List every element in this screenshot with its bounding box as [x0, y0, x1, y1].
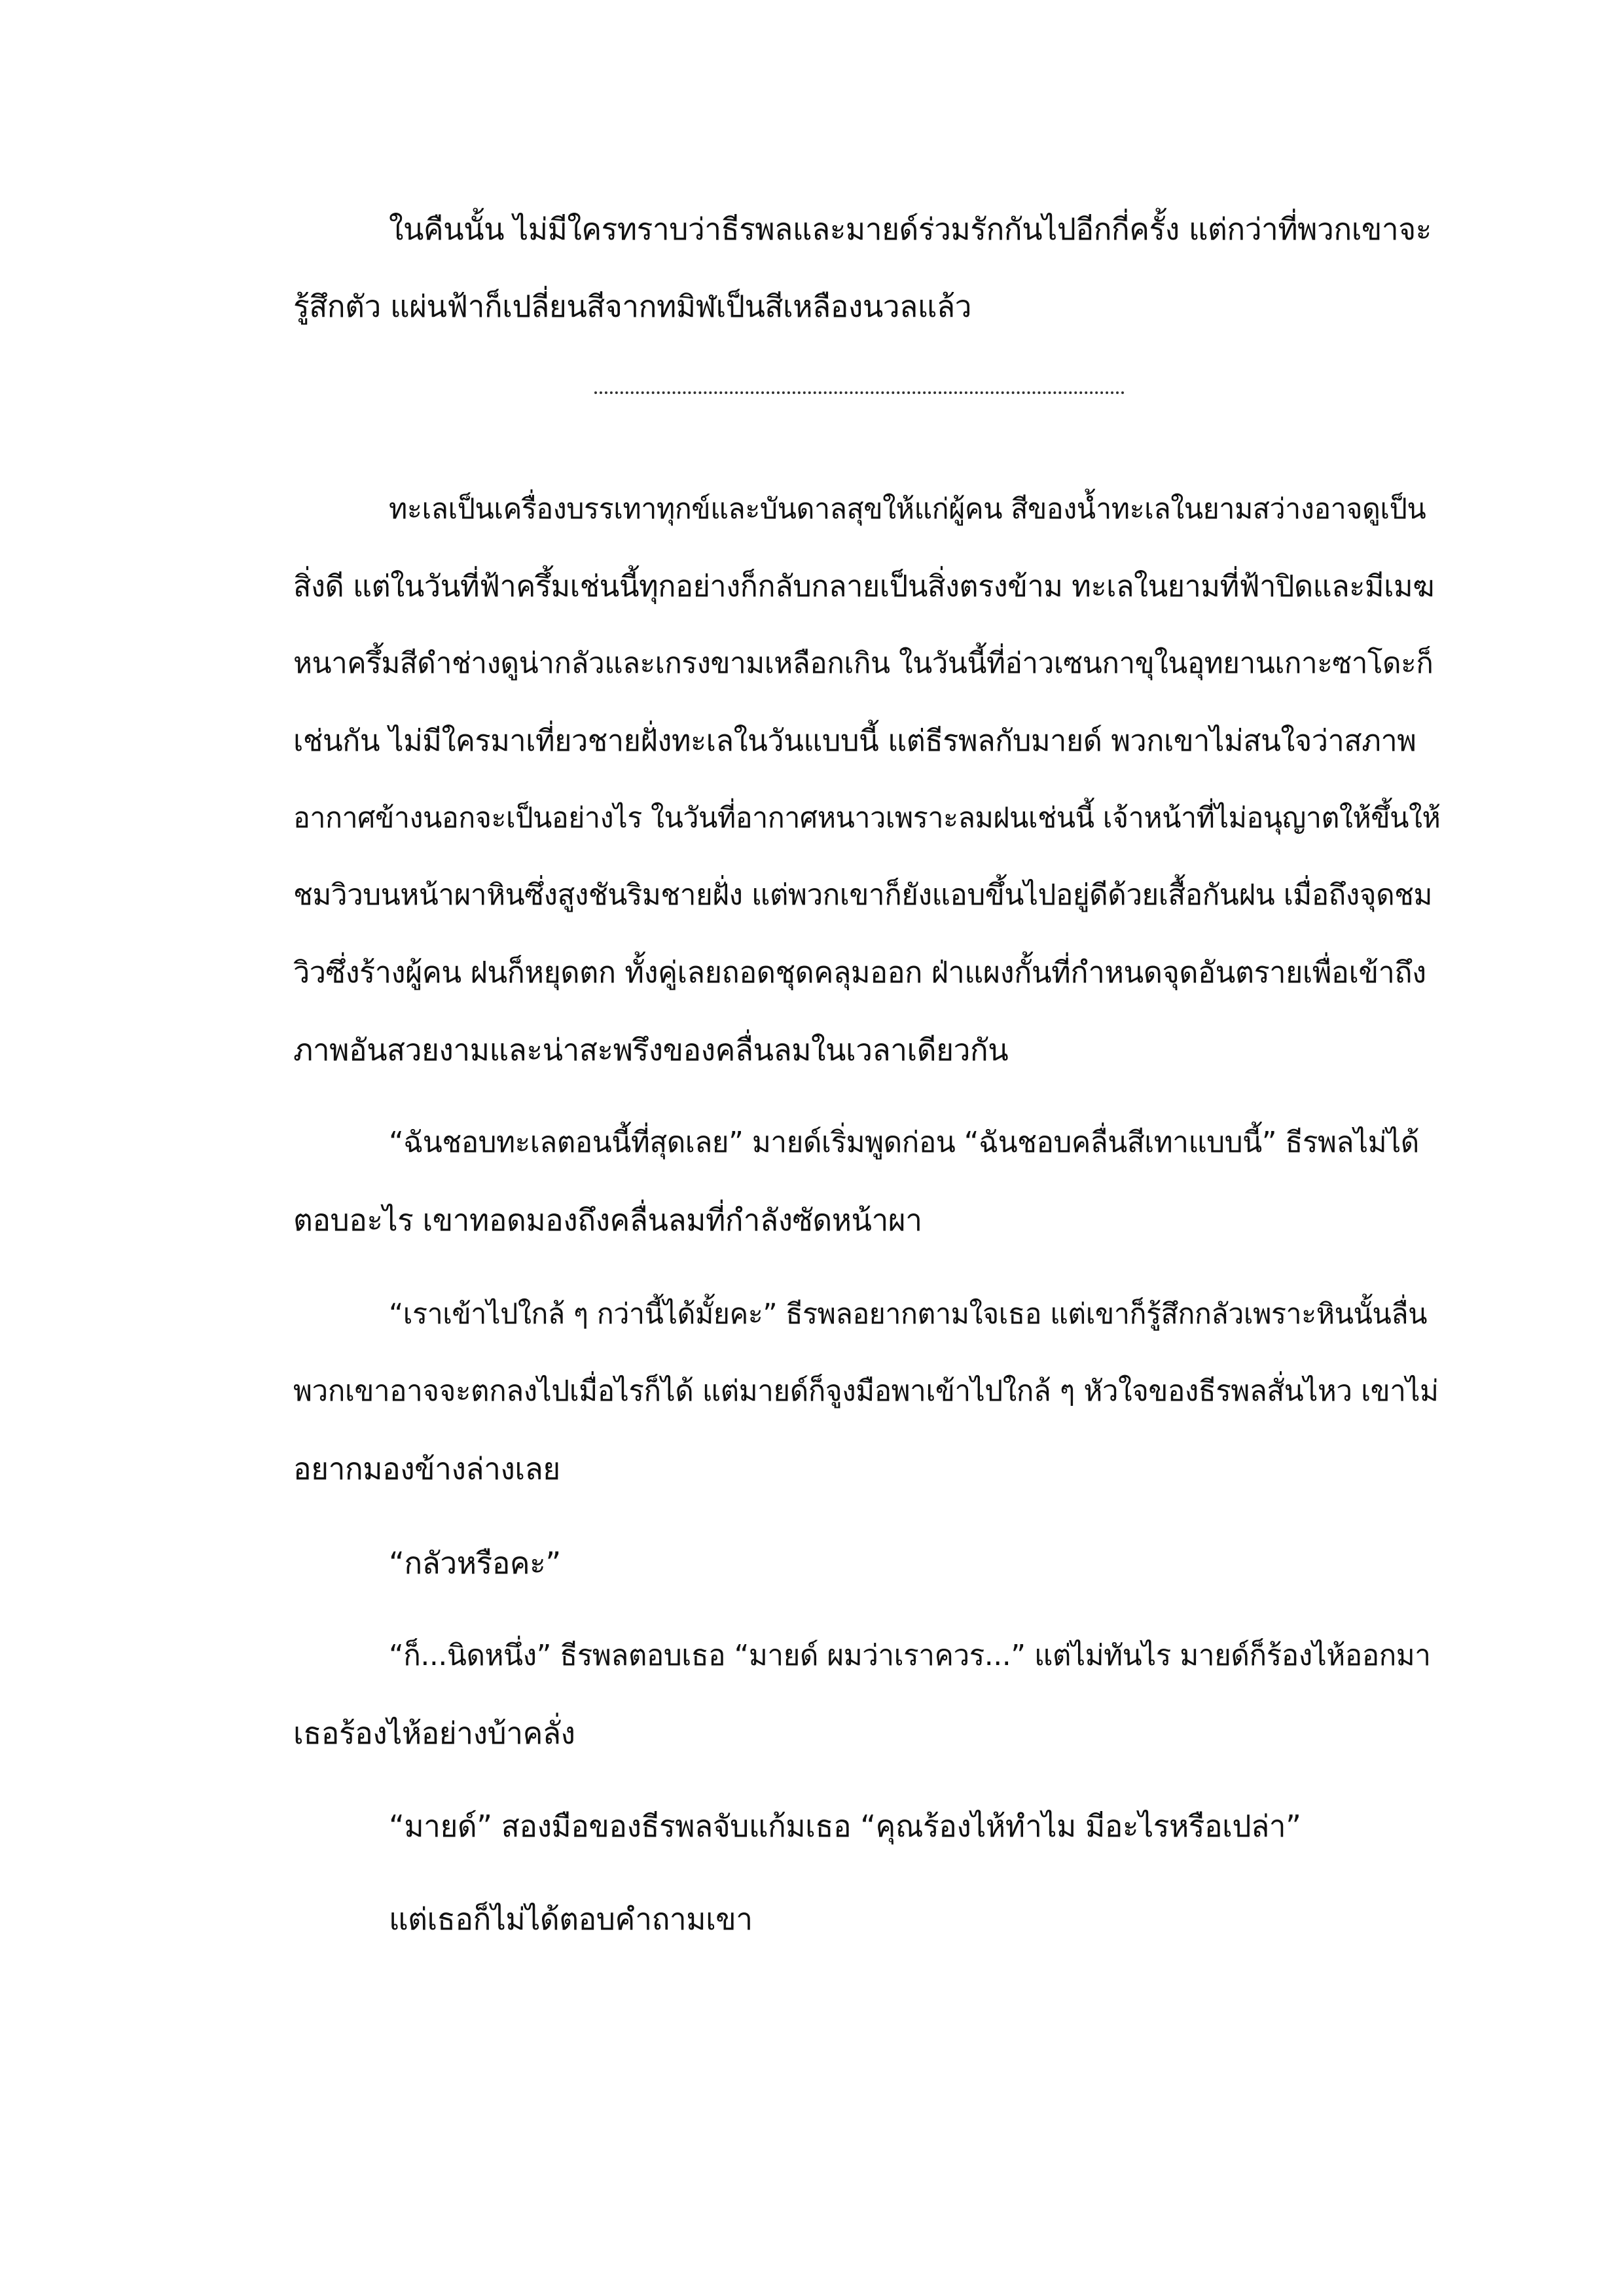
- paragraph-1-line-1: ในคืนนั้น ไม่มีใครทราบว่าธีรพลและมายด์ร่วมรักกันไปอีกกี่ครั้ง แต่กว่าที่พวกเขาจะ: [389, 211, 1432, 247]
- paragraph-1-line-2: รู้สึกตัว แผ่นฟ้าก็เปลี่ยนสีจากทมิฬเป็นสีเหลืองนวลแล้ว: [293, 289, 971, 324]
- paragraph-2-line-6: ชมวิวบนหน้าผาหินซึ่งสูงชันริมชายฝั่ง แต่พวกเขาก็ยังแอบขึ้นไปอยู่ดีด้วยเสื้อกันฝน เมื่อถึงจุดชม: [293, 878, 1433, 912]
- scene-separator: [594, 391, 1125, 394]
- paragraph-6-line-1: “ก็...นิดหนึ่ง” ธีรพลตอบเธอ “มายด์ ผมว่าเราควร...” แต่ไม่ทันไร มายด์ก็ร้องไห้ออกมา: [389, 1639, 1431, 1672]
- paragraph-2-line-2: สิ่งดี แต่ในวันที่ฟ้าครึ้มเช่นนี้ทุกอย่างก็กลับกลายเป็นสิ่งตรงข้าม ทะเลในยามที่ฟ้าปิดและมีเมฆ: [293, 569, 1435, 603]
- paragraph-3-line-1: “ฉันชอบทะเลตอนนี้ที่สุดเลย” มายด์เริ่มพูดก่อน “ฉันชอบคลื่นสีเทาแบบนี้” ธีรพลไม่ได้: [389, 1126, 1419, 1159]
- paragraph-4-line-1: “เราเข้าไปใกล้ ๆ กว่านี้ได้มั้ยคะ” ธีรพลอยากตามใจเธอ แต่เขาก็รู้สึกกลัวเพราะหินนั้นลื่น: [389, 1298, 1428, 1331]
- paragraph-4-line-3: อยากมองข้างล่างเลย: [293, 1451, 560, 1486]
- paragraph-2-line-8: ภาพอันสวยงามและน่าสะพรึงของคลื่นลมในเวลาเดียวกัน: [293, 1032, 1009, 1067]
- paragraph-2-line-5: อากาศข้างนอกจะเป็นอย่างไร ในวันที่อากาศหนาวเพราะลมฝนเช่นนี้ เจ้าหน้าที่ไม่อนุญาตให้ขึ้นให้: [293, 802, 1441, 834]
- paragraph-7-line-1: “มายด์” สองมือของธีรพลจับแก้มเธอ “คุณร้องไห้ทำไม มีอะไรหรือเปล่า”: [389, 1808, 1301, 1844]
- paragraph-6-line-2: เธอร้องไห้อย่างบ้าคลั่ง: [293, 1715, 575, 1751]
- paragraph-4-line-2: พวกเขาอาจจะตกลงไปเมื่อไรก็ได้ แต่มายด์ก็จูงมือพาเข้าไปใกล้ ๆ หัวใจของธีรพลสั่นไหว เขาไม่: [293, 1374, 1439, 1408]
- paragraph-3-line-2: ตอบอะไร เขาทอดมองถึงคลื่นลมที่กำลังซัดหน้าผา: [293, 1202, 922, 1238]
- paragraph-2-line-7: วิวซึ่งร้างผู้คน ฝนก็หยุดตก ทั้งคู่เลยถอดชุดคลุมออก ฝ่าแผงกั้นที่กำหนดจุดอันตรายเพื่อเข้าถึง: [293, 955, 1426, 990]
- paragraph-5-line-1: “กลัวหรือคะ”: [389, 1545, 561, 1581]
- paragraph-2-line-1: ทะเลเป็นเครื่องบรรเทาทุกข์และบันดาลสุขให้แก่ผู้คน สีของน้ำทะเลในยามสว่างอาจดูเป็น: [389, 493, 1426, 526]
- paragraph-2-line-4: เช่นกัน ไม่มีใครมาเที่ยวชายฝั่งทะเลในวันแบบนี้ แต่ธีรพลกับมายด์ พวกเขาไม่สนใจว่าสภาพ: [293, 723, 1416, 758]
- paragraph-8-line-1: แต่เธอก็ไม่ได้ตอบคำถามเขา: [389, 1901, 753, 1937]
- paragraph-2-line-3: หนาครึ้มสีดำช่างดูน่ากลัวและเกรงขามเหลือกเกิน ในวันนี้ที่อ่าวเซนกาขุในอุทยานเกาะซาโดะก็: [293, 647, 1434, 680]
